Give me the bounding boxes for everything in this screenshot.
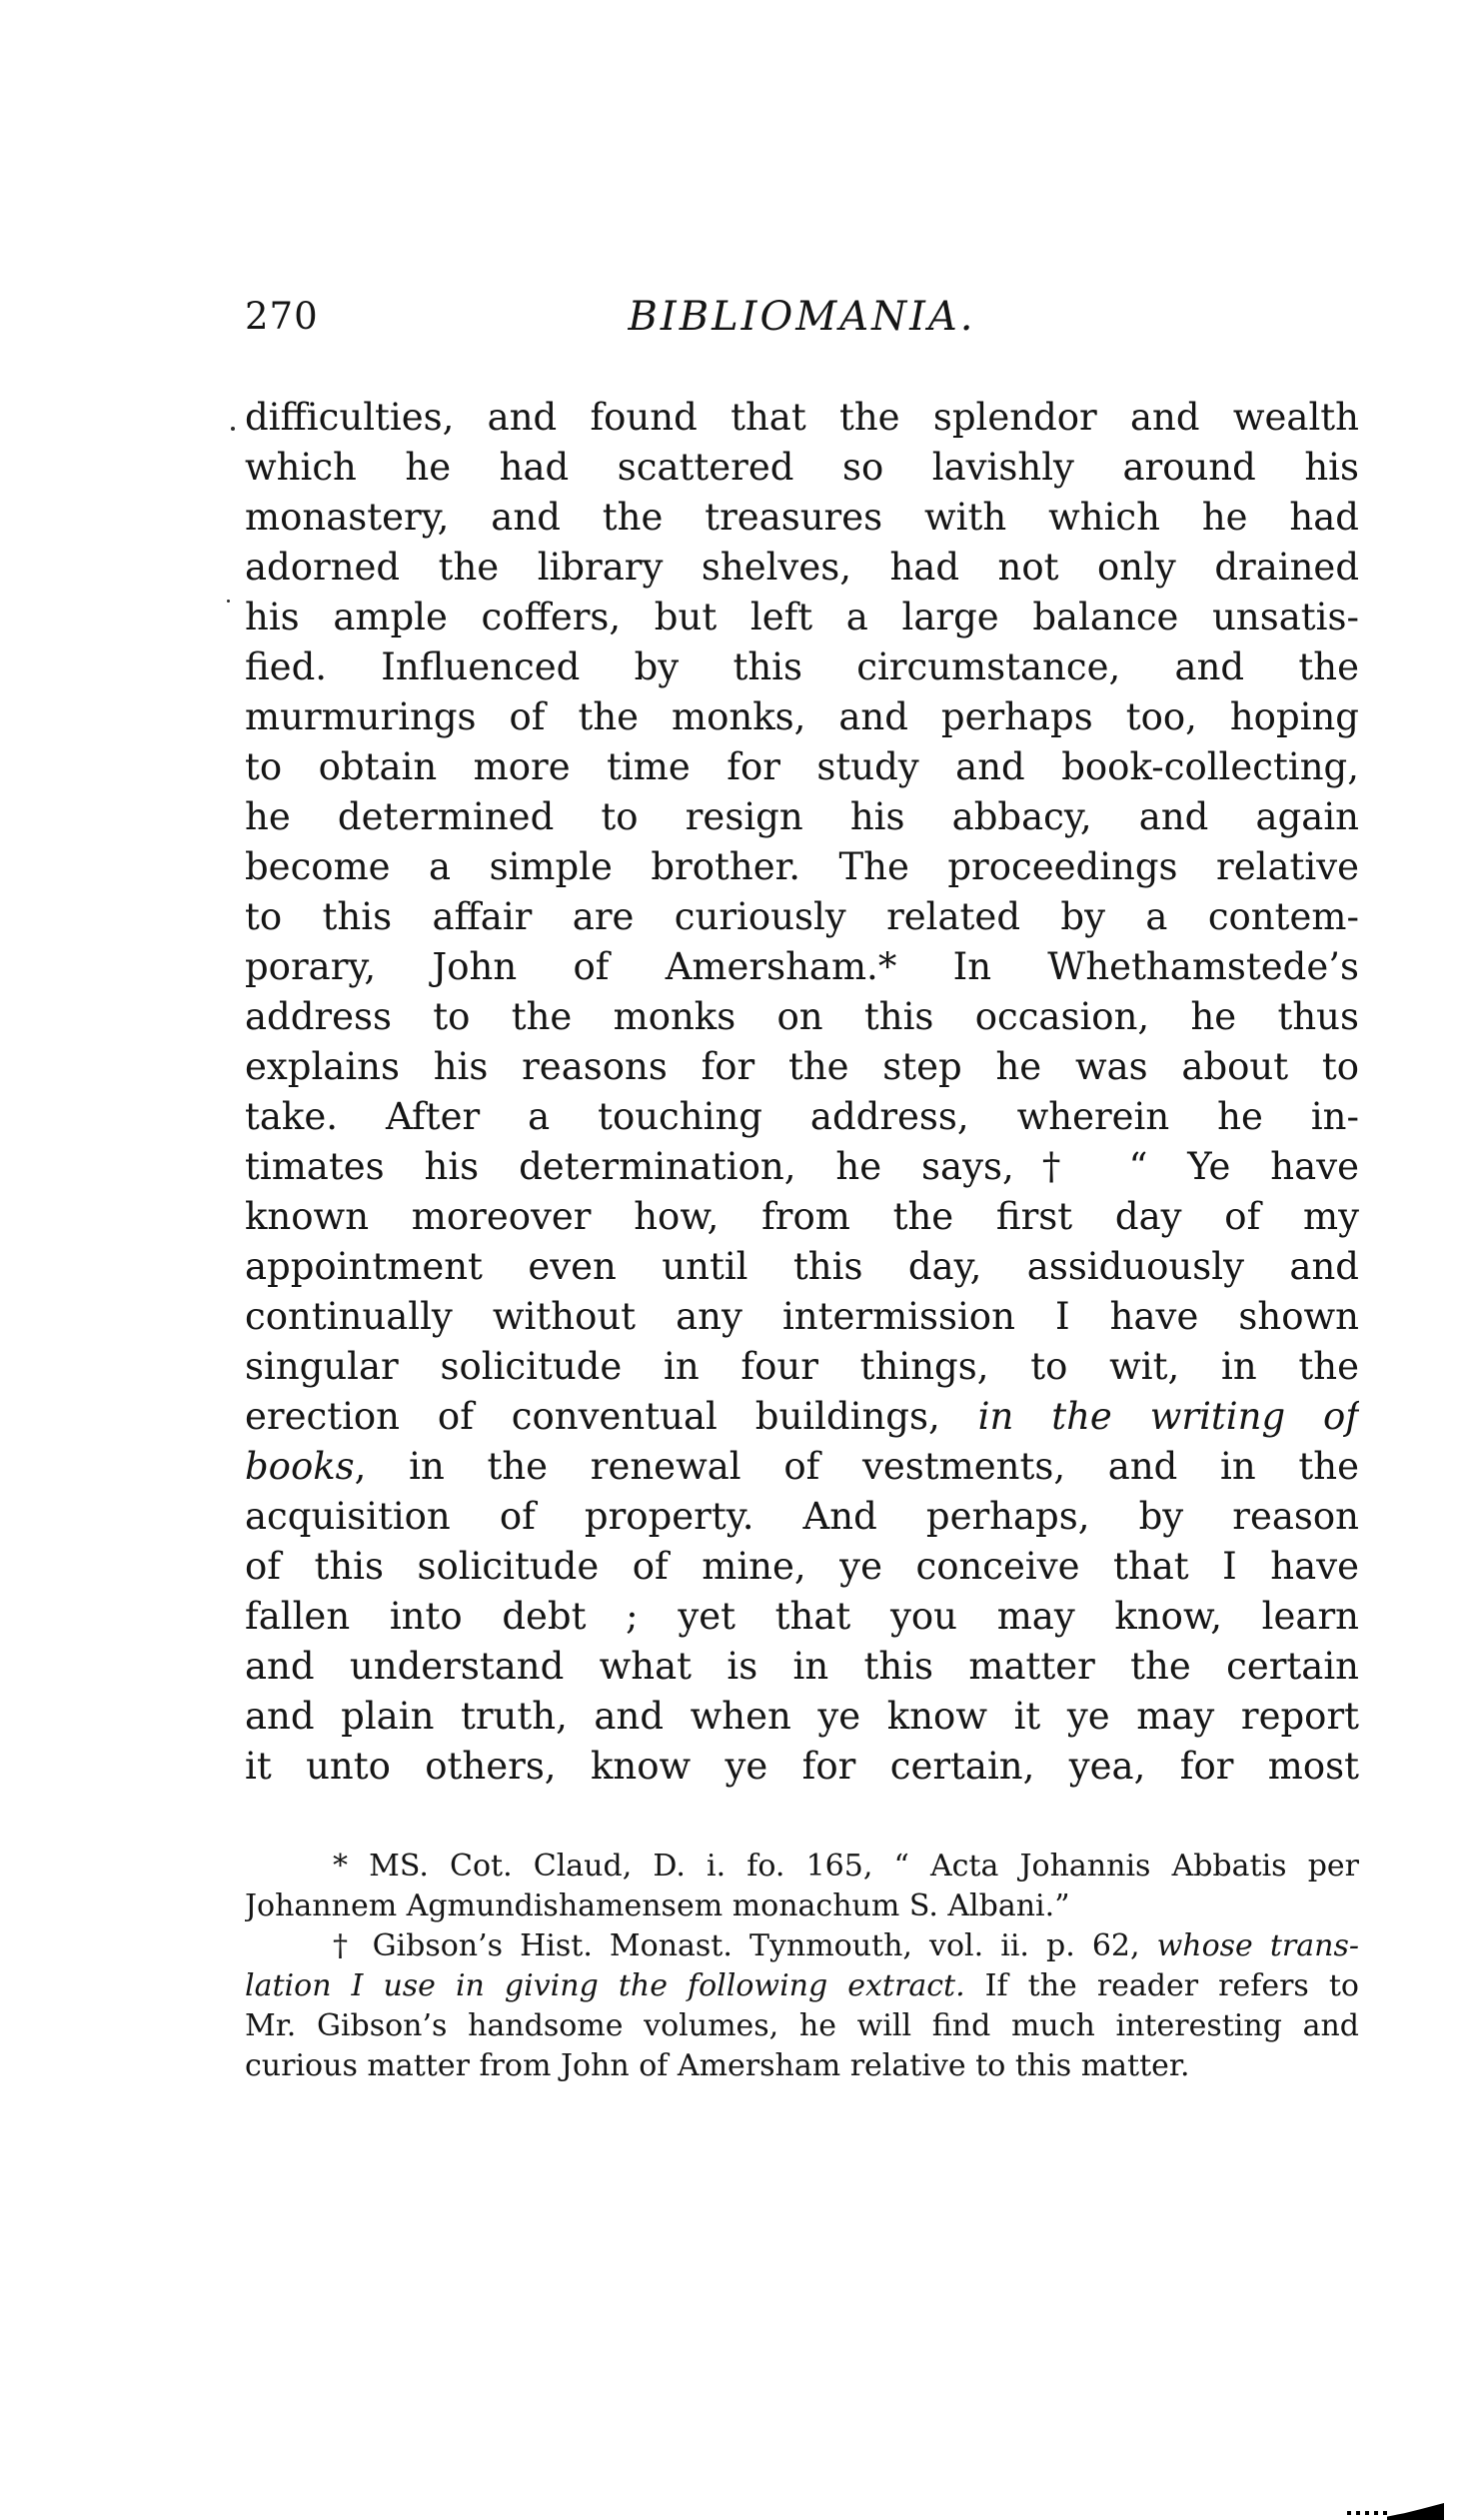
text-line [245,942,1359,992]
text-line [245,1292,1359,1342]
text-line [245,593,1359,642]
text-segment: murmurings of the monks, and perhaps too, hoping [245,695,1359,738]
text-segment: porary, John of Amersham.* In Whethamstede’s [245,945,1359,988]
text-line [245,1492,1359,1542]
text-segment: * MS. Cot. Claud, D. i. fo. 165, “ Acta Johannis Abbatis per [333,1849,1359,1884]
text-segment: known moreover how, from the first day of my [245,1195,1359,1238]
text-segment: Johannem Agmundishamensem monachum S. Albani.” [245,1889,1070,1923]
text-line [245,2006,1359,2046]
text-segment: † Gibson’s Hist. Monast. Tynmouth, vol. ii. p. 62, [333,1928,1157,1963]
text-line [245,1442,1359,1492]
text-line [245,792,1359,842]
text-segment: fallen into debt ; yet that you may know, learn [245,1595,1359,1638]
text-segment: take. After a touching address, wherein he in- [245,1095,1359,1138]
text-segment: If the reader refers to [964,1968,1359,2003]
scan-smudge-dots-artifact [1347,2511,1391,2515]
text-line [245,1542,1359,1592]
text-line [245,1242,1359,1292]
text-line [245,642,1359,692]
text-line [245,1192,1359,1242]
text-segment: monastery, and the treasures with which he had [245,496,1359,539]
text-segment: singular solicitude in four things, to wit, in the [245,1345,1359,1388]
text-line [245,1142,1359,1192]
text-line [245,1692,1359,1742]
text-segment: to obtain more time for study and book-collecting, [245,745,1359,788]
scan-speck [227,600,230,603]
text-line [245,992,1359,1042]
text-segment: explains his reasons for the step he was about to [245,1045,1359,1088]
text-segment: continually without any intermission I have shown [245,1295,1359,1338]
text-segment: become a simple brother. The proceedings relative [245,845,1359,888]
text-line [245,892,1359,942]
text-segment: difficulties, and found that the splendor and wealth [245,396,1359,439]
page-title: BIBLIOMANIA. [628,294,976,340]
text-line [245,1342,1359,1392]
text-segment: his ample coffers, but left a large balance unsatis- [245,596,1359,638]
text-line [245,1926,1359,1966]
text-segment: Mr. Gibson’s handsome volumes, he will find much interesting and [245,2008,1359,2043]
text-line [245,1042,1359,1092]
italic-text-segment: whose trans- [1156,1928,1359,1963]
text-line [245,1392,1359,1442]
text-segment: erection of conventual buildings, [245,1395,978,1438]
text-line [245,842,1359,892]
text-segment: , in the renewal of vestments, and in the [354,1445,1359,1488]
text-line [245,493,1359,543]
text-segment: he determined to resign his abbacy, and again [245,795,1359,838]
italic-text-segment: lation I use in giving the following extract. [245,1968,965,2003]
text-line [245,1742,1359,1792]
text-line [245,742,1359,792]
text-segment: adorned the library shelves, had not only drained [245,546,1359,589]
text-line [245,2046,1359,2086]
page-header [245,290,1359,344]
text-segment: curious matter from John of Amersham relative to this matter. [245,2048,1190,2083]
italic-text-segment: books [245,1445,355,1488]
text-segment: and plain truth, and when ye know it ye may report [245,1695,1359,1738]
scan-smudge-artifact [1387,2503,1444,2520]
text-line [245,393,1359,443]
text-line [245,443,1359,493]
text-segment: appointment even until this day, assiduously and [245,1245,1359,1288]
text-line [245,1966,1359,2006]
body-text [245,393,1359,1792]
text-segment: of this solicitude of mine, ye conceive that I have [245,1545,1359,1588]
text-segment: which he had scattered so lavishly around his [245,446,1359,489]
text-line [245,692,1359,742]
text-line [245,1887,1359,1926]
text-line [245,1092,1359,1142]
text-line [245,1847,1359,1887]
footnote-block [245,1847,1359,2086]
text-segment: it unto others, know ye for certain, yea, for most [245,1745,1359,1788]
text-line [245,1592,1359,1642]
text-segment: to this affair are curiously related by a contem- [245,895,1359,938]
text-segment: and understand what is in this matter the certain [245,1645,1359,1688]
text-segment: fied. Influenced by this circumstance, and the [245,645,1359,688]
page-number: 270 [245,295,319,338]
text-segment: address to the monks on this occasion, he thus [245,995,1359,1038]
text-segment: timates his determination, he says,† “ Ye have [245,1145,1359,1188]
text-line [245,1642,1359,1692]
text-line [245,543,1359,593]
scan-speck [231,427,235,431]
text-segment: acquisition of property. And perhaps, by reason [245,1495,1359,1538]
italic-text-segment: in the writing of [977,1395,1359,1438]
